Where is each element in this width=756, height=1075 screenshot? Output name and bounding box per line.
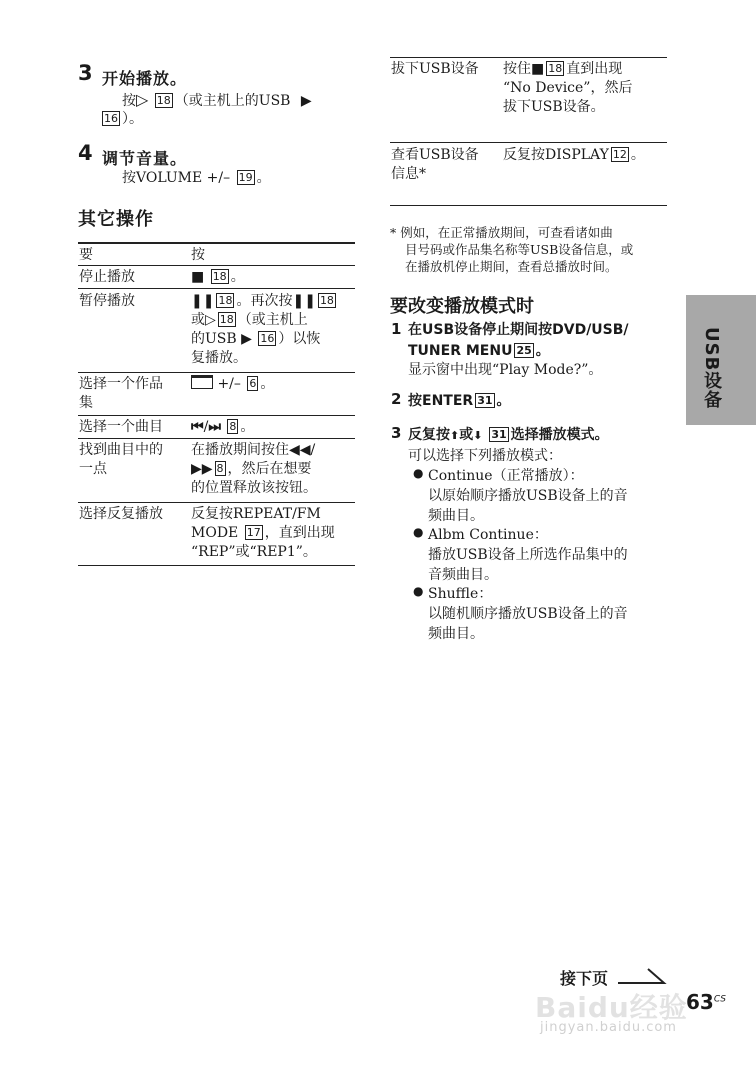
right-table-top-rule bbox=[390, 57, 667, 58]
table-header-press: 按 bbox=[191, 247, 205, 263]
section-title-other-operations: 其它操作 bbox=[78, 209, 154, 230]
table-rule bbox=[78, 415, 355, 416]
right-row-info-press: 反复按DISPLAY 12 。 bbox=[503, 147, 645, 163]
play-icon: ▷ bbox=[136, 90, 149, 109]
fast-forward-icon: ▶▶ bbox=[191, 461, 213, 477]
table-top-rule bbox=[78, 242, 355, 244]
mode-shuffle: Shuffle： 以随机顺序播放USB设备上的音 频曲目。 bbox=[428, 586, 628, 642]
pause-icon: ❚❚ bbox=[191, 293, 215, 309]
mode-continue: Continue（正常播放）： 以原始顺序播放USB设备上的音 频曲目。 bbox=[428, 468, 628, 524]
mode-step-2-text: 按ENTER 31 。 bbox=[408, 393, 511, 409]
stop-icon: ■ bbox=[191, 269, 205, 285]
key-number-box: 18 bbox=[218, 294, 233, 307]
table-rule bbox=[78, 288, 355, 289]
key-number-box: 31 bbox=[491, 428, 507, 441]
table-row-locate-action: 找到曲目中的 一点 bbox=[79, 442, 163, 477]
key-number-box: 17 bbox=[246, 526, 261, 539]
table-row-repeat-press: 反复按REPEAT/FM MODE 17 ，直到出现 “REP”或“REP1”。 bbox=[191, 506, 335, 560]
mode-step-1-number: 1 bbox=[391, 320, 402, 338]
table-rule bbox=[78, 265, 355, 266]
key-number-box: 16 bbox=[260, 332, 275, 345]
up-arrow-icon: ⬆ bbox=[450, 429, 460, 442]
key-number-box: 18 bbox=[548, 62, 563, 75]
pause-icon: ❚❚ bbox=[292, 293, 316, 309]
folder-icon bbox=[191, 375, 213, 389]
section-title-play-mode: 要改变播放模式时 bbox=[390, 296, 534, 317]
right-row-remove-press: 按住■ 18 直到出现 “No Device”，然后 拔下USB设备。 bbox=[503, 61, 633, 115]
key-number-box: 8 bbox=[216, 462, 224, 475]
usb-play-icon: ▶ bbox=[300, 93, 312, 109]
table-row-track-action: 选择一个曲目 bbox=[79, 419, 163, 435]
key-number-box: 16 bbox=[104, 112, 118, 125]
table-bottom-rule bbox=[78, 565, 355, 566]
right-table-bottom-rule bbox=[390, 205, 667, 206]
mode-step-1-text: 在USB设备停止期间按DVD/USB/ TUNER MENU 25 。 bbox=[408, 322, 629, 359]
key-number-box: 8 bbox=[229, 420, 237, 433]
step-3-title: 开始播放。 bbox=[102, 69, 188, 88]
step-3-line-1: 按▷ 18 （或主机上的USB ▶ bbox=[122, 90, 312, 109]
next-page-arrow-icon bbox=[618, 966, 668, 988]
step-4-line: 按VOLUME +/– 19 。 bbox=[122, 170, 271, 186]
bullet-icon: ● bbox=[413, 466, 424, 480]
step-3-line-2: 16 ）。 bbox=[104, 111, 143, 127]
table-row-track-press: ⏮/⏭ 8 。 bbox=[191, 419, 255, 435]
down-arrow-icon: ⬇ bbox=[473, 429, 483, 442]
key-number-box: 18 bbox=[156, 94, 171, 107]
table-rule bbox=[78, 502, 355, 503]
watermark-logo: Baidu经验 bbox=[535, 991, 688, 1024]
key-number-box: 18 bbox=[219, 313, 234, 326]
right-row-info-action: 查看USB设备 信息* bbox=[391, 147, 479, 182]
table-header-action: 要 bbox=[79, 247, 93, 263]
rewind-icon: ◀◀ bbox=[289, 442, 311, 458]
step-4-title: 调节音量。 bbox=[102, 149, 188, 168]
key-number-box: 18 bbox=[319, 294, 334, 307]
bullet-icon: ● bbox=[413, 584, 424, 598]
key-number-box: 18 bbox=[212, 270, 227, 283]
stop-icon: ■ bbox=[531, 61, 545, 77]
table-row-pause-press: ❚❚ 18 。再次按❚❚ 18 或▷ 18 （或主机上 的USB ▶ 16 ）以恢 复播放。 bbox=[191, 293, 334, 366]
mode-step-3-sub: 可以选择下列播放模式： bbox=[408, 448, 562, 464]
mode-album-continue: Albm Continue： 播放USB设备上所选作品集中的 音频曲目。 bbox=[428, 527, 628, 583]
mode-step-3-number: 3 bbox=[391, 424, 402, 442]
play-icon: ▷ bbox=[205, 312, 216, 328]
key-number-box: 12 bbox=[612, 148, 627, 161]
key-number-box: 19 bbox=[238, 171, 253, 184]
table-row-album-action: 选择一个作品 集 bbox=[79, 376, 163, 411]
key-number-box: 25 bbox=[516, 344, 532, 357]
right-table-rule bbox=[390, 142, 667, 143]
footnote: * 例如，在正常播放期间，可查看诸如曲 目号码或作品集名称等USB设备信息，或 在播放机停止期间，查看总播放时间。 bbox=[390, 225, 634, 274]
table-row-stop-action: 停止播放 bbox=[79, 269, 135, 285]
key-number-box: 31 bbox=[477, 394, 493, 407]
table-row-stop-press: ■ 18 。 bbox=[191, 269, 245, 285]
continue-next-page-label: 接下页 bbox=[560, 969, 609, 988]
step-4-number: 4 bbox=[78, 141, 93, 165]
table-row-pause-action: 暂停播放 bbox=[79, 293, 135, 309]
table-row-album-press: +/– 6 。 bbox=[191, 375, 274, 394]
next-track-icon: ⏭ bbox=[208, 419, 221, 435]
right-row-remove-action: 拔下USB设备 bbox=[391, 61, 479, 77]
usb-play-icon: ▶ bbox=[241, 331, 252, 347]
bullet-icon: ● bbox=[413, 525, 424, 539]
mode-step-2-number: 2 bbox=[391, 390, 402, 408]
table-row-locate-press: 在播放期间按住◀◀/ ▶▶ 8 ，然后在想要 的位置释放该按钮。 bbox=[191, 442, 317, 496]
step-3-number: 3 bbox=[78, 61, 93, 85]
previous-track-icon: ⏮ bbox=[191, 419, 204, 435]
mode-step-1-sub: 显示窗中出现“Play Mode?”。 bbox=[408, 362, 603, 378]
page-number: $63^{CS}$ bbox=[686, 990, 727, 1014]
key-number-box: 6 bbox=[249, 377, 257, 390]
watermark-url: jingyan.baidu.com bbox=[540, 1020, 677, 1035]
side-tab-usb-device: USB设备 bbox=[686, 295, 756, 425]
mode-step-3-text: 反复按⬆或⬇ 31 选择播放模式。 bbox=[408, 427, 609, 443]
table-rule bbox=[78, 438, 355, 439]
table-rule bbox=[78, 372, 355, 373]
table-row-repeat-action: 选择反复播放 bbox=[79, 506, 163, 522]
